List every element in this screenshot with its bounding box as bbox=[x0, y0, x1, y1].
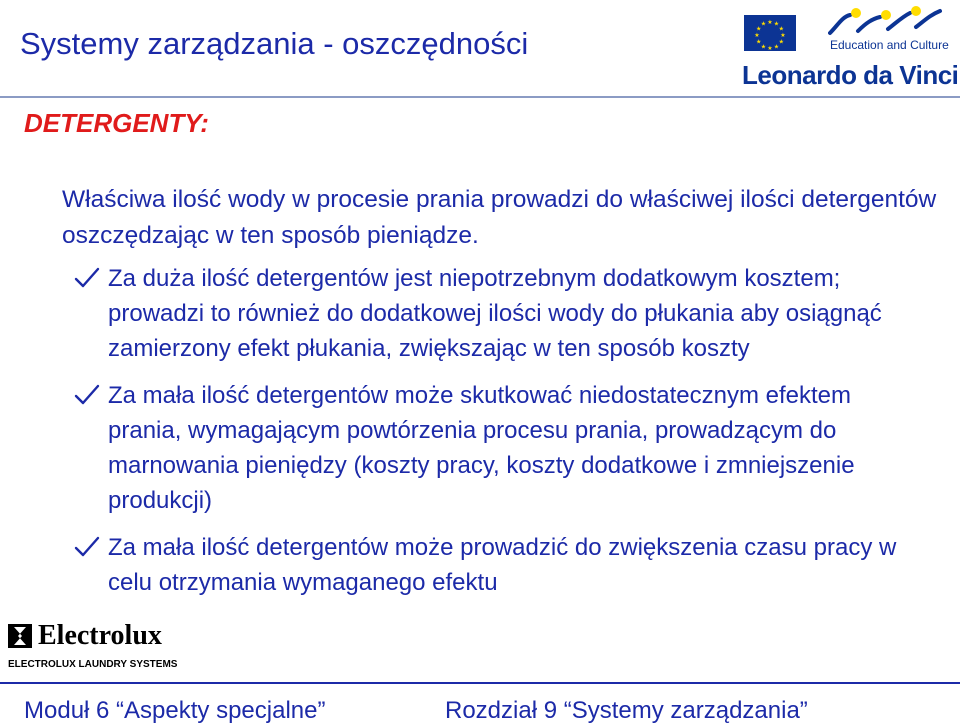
svg-text:★: ★ bbox=[778, 25, 784, 33]
leonardo-da-vinci-label: Leonardo da Vinci bbox=[742, 60, 959, 90]
bullet-list bbox=[62, 261, 922, 600]
svg-text:★: ★ bbox=[767, 45, 773, 51]
svg-text:★: ★ bbox=[773, 43, 780, 51]
svg-text:★: ★ bbox=[754, 32, 760, 39]
footer-chapter: Rozdział 9 “Systemy zarządzania” bbox=[445, 697, 808, 724]
svg-text:★: ★ bbox=[756, 25, 762, 33]
svg-text:★: ★ bbox=[760, 20, 767, 28]
bullet-text: Za duża ilość detergentów jest niepotrzebnym dodatkowym kosztem; prowadzi to również do dodatkowej ilości wody do płukania aby osiągnąć zamierzony efekt płukania, zwiększając w ten sposób koszty bbox=[108, 265, 882, 362]
checkmark-icon bbox=[74, 536, 100, 558]
list-item bbox=[62, 261, 922, 366]
eu-flag-icon bbox=[744, 15, 796, 51]
svg-text:★: ★ bbox=[756, 38, 762, 46]
electrolux-logo bbox=[8, 620, 162, 650]
svg-text:★: ★ bbox=[760, 43, 767, 51]
section-heading: DETERGENTY: bbox=[24, 108, 209, 138]
list-item bbox=[62, 378, 922, 518]
checkmark-icon bbox=[74, 267, 100, 289]
footer-module: Moduł 6 “Aspekty specjalne” bbox=[24, 697, 326, 724]
svg-text:★: ★ bbox=[767, 19, 773, 26]
list-item bbox=[62, 530, 922, 600]
svg-text:★: ★ bbox=[778, 38, 784, 46]
electrolux-mark-icon bbox=[8, 624, 32, 648]
electrolux-name: Electrolux bbox=[38, 620, 162, 651]
checkmark-icon bbox=[74, 384, 100, 406]
education-culture-logo bbox=[828, 3, 946, 41]
bullet-text: Za mała ilość detergentów może skutkować niedostatecznym efektem prania, wymagającym powtórzenia procesu prania, prowadzącym do marnowania pieniędzy (koszty pracy, koszty dodatkowe i zmniejszenie produkcji) bbox=[108, 382, 855, 514]
intro-paragraph: Właściwa ilość wody w procesie prania prowadzi do właściwej ilości detergentów oszczędzając w ten sposób pieniądze. bbox=[62, 186, 937, 249]
electrolux-subtitle: ELECTROLUX LAUNDRY SYSTEMS bbox=[8, 659, 178, 670]
bullet-text: Za mała ilość detergentów może prowadzić do zwiększenia czasu pracy w celu otrzymania wymaganego efektu bbox=[108, 534, 897, 596]
svg-text:★: ★ bbox=[773, 20, 780, 28]
title-divider bbox=[0, 96, 960, 98]
svg-text:★: ★ bbox=[780, 32, 786, 39]
education-culture-label: Education and Culture bbox=[830, 38, 949, 52]
footer-divider bbox=[0, 682, 960, 684]
slide-title: Systemy zarządzania - oszczędności bbox=[20, 26, 529, 61]
